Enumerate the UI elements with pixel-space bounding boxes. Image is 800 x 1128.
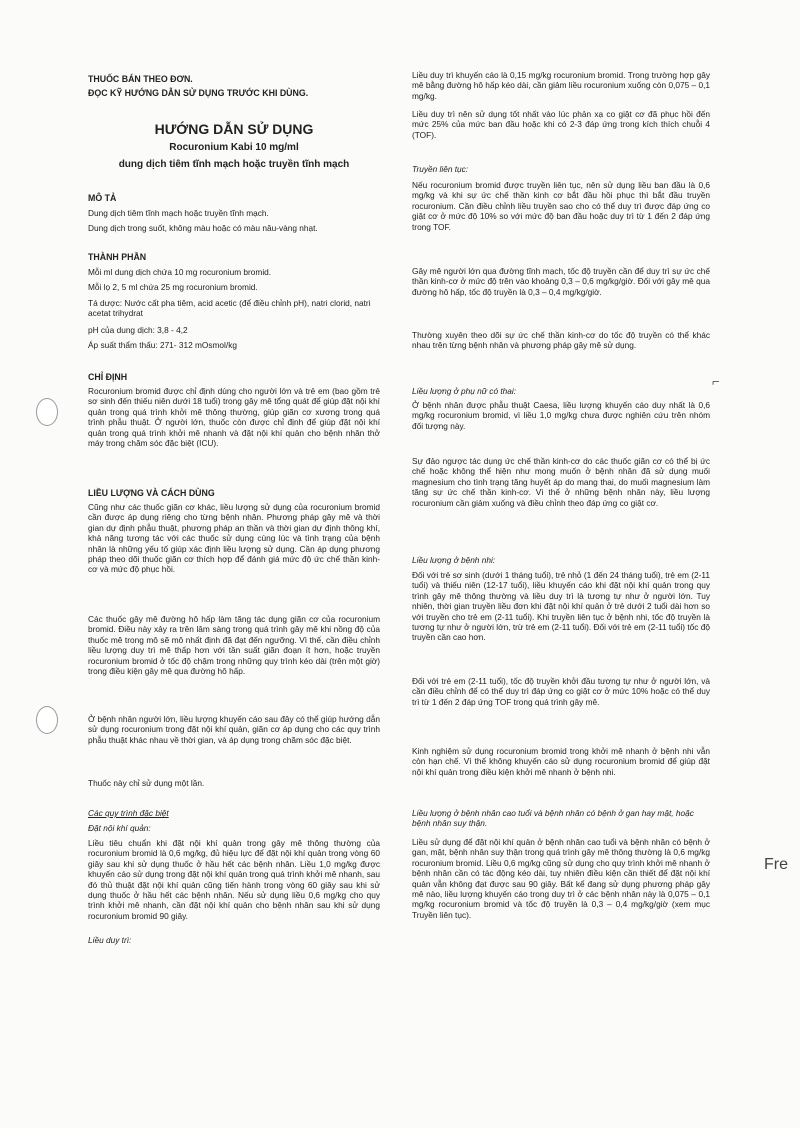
thanh-phan-p5: Áp suất thẩm thấu: 271- 312 mOsmol/kg	[88, 340, 237, 350]
heading-thanh-phan: THÀNH PHẦN	[88, 252, 147, 262]
mo-ta-p2: Dung dịch trong suốt, không màu hoặc có màu nâu-vàng nhạt.	[88, 223, 318, 233]
lieu-luong-p3: Ở bệnh nhân người lớn, liều lượng khuyến cáo sau đây có thể giúp hướng dẫn sử dụng rocuronium trong đặt nội khí quản, giãn cơ áp dụng cho các quy trình phẫu thuật khác nhau về thời gian, và áp dụng trong chăm sóc đặc biệt.	[88, 714, 380, 745]
right-p4: Gây mê người lớn qua đường tĩnh mạch, tốc độ truyền cần để duy trì sự ức chế thần kinh-cơ ở mức độ trên vào khoảng 0,3 – 0,6 mg/kg/giờ. Đối với gây mê qua đường hô hấp, tốc độ truyền là 0,3 – 0,4 mg/kg/giờ.	[412, 266, 710, 297]
thanh-phan-p2: Mỗi lọ 2, 5 ml chứa 25 mg rocuronium bromid.	[88, 282, 258, 292]
right-p6: Ở bệnh nhân được phẫu thuật Caesa, liều lượng khuyến cáo duy nhất là 0,6 mg/kg rocuronium bromid, vì liều 1,0 mg/kg chưa được nghiên cứu trên nhóm đối tượng này.	[412, 400, 710, 431]
sub-heading-maintenance: Liều duy trì:	[88, 935, 132, 945]
lieu-luong-p4: Thuốc này chỉ sử dụng một lần.	[88, 778, 205, 788]
thanh-phan-p1: Mỗi ml dung dịch chứa 10 mg rocuronium bromid.	[88, 267, 272, 277]
edge-text: Fre	[764, 856, 788, 873]
chi-dinh-p1: Rocuronium bromid được chỉ định dùng cho người lớn và trẻ em (bao gồm trẻ sơ sinh đến thiếu niên dưới 18 tuổi) trong gây mê tổng quát để giúp đặt nội khí quản trong quá trình khởi mê thông thường, giúp giãn cơ xương trong quá trình phẫu thuật. Ở người lớn, thuốc còn được chỉ định để giúp đặt nội khí quản trong quá trình khởi mê nhanh và đặt nội khí quản cho bệnh nhân thở máy trong chăm sóc đặc biệt (ICU).	[88, 386, 380, 449]
mo-ta-p1: Dung dịch tiêm tĩnh mạch hoặc truyền tĩnh mạch.	[88, 208, 269, 218]
punch-hole-top	[36, 398, 58, 426]
right-p2: Liều duy trì nên sử dụng tốt nhất vào lúc phản xạ co giật cơ đã phục hồi đến mức 25% của mức ban đầu hoặc khi có 2-3 đáp ứng trong kích thích chuỗi 4 (TOF).	[412, 109, 710, 140]
page-title: HƯỚNG DẪN SỬ DỤNG	[154, 121, 314, 137]
sub-heading-elderly: Liều lượng ở bệnh nhân cao tuổi và bệnh nhân có bệnh ở gan hay mật, hoặc bệnh nhân suy thận.	[412, 808, 694, 829]
sub-heading-intubation: Đặt nội khí quản:	[88, 823, 151, 833]
lieu-luong-p5: Liều tiêu chuẩn khi đặt nội khí quản trong gây mê thông thường của rocuronium bromid là 0,6 mg/kg, đủ hiệu lực để đặt nội khí quản trong vòng 60 giây sau khi sử dụng thuốc ở hầu hết các bệnh nhân. Liều 1,0 mg/kg được khuyến cáo sử dụng trong đặt nội khí quản trong quá trình khởi mê nhanh, sau đó thủ thuật đặt nội khí quản cũng tiến hành trong vòng 60 giây sau khi sử dụng thuốc ở hầu hết các bệnh nhân. Nếu sử dụng liều 0,6 mg/kg cho quy trình khởi mê nhanh, cần đặt nội khí quản cho bệnh nhân sau khi sử dụng rocuronium bromid 90 giây.	[88, 838, 380, 921]
thanh-phan-p4: pH của dung dịch: 3,8 - 4,2	[88, 325, 188, 335]
lieu-luong-p1: Cũng như các thuốc giãn cơ khác, liều lượng sử dụng của rocuronium bromid cần được áp dụng riêng cho từng bệnh nhân. Phương pháp gây mê và thời gian dự định phẫu thuật, phương pháp an thần và thời gian dự định thông khí, khả năng tương tác với các thuốc sử dụng cùng lúc và tình trạng của bệnh nhân là những yếu tố giúp xác định liều lượng sử dụng. Cần áp dụng phương pháp theo dõi thuốc giãn cơ thích hợp để đánh giá mức độ ức chế thần kinh-cơ và mức độ phục hồi.	[88, 502, 380, 575]
right-p8: Đối với trẻ sơ sinh (dưới 1 tháng tuổi), trẻ nhỏ (1 đến 24 tháng tuổi), trẻ em (2-11 tuổi) và thiếu niên (12-17 tuổi), liều khuyến cáo khi đặt nội khí quản trong quy trình gây mê thông thường và liều duy trì là tương tự như ở người lớn. Tuy nhiên, thời gian truyền liều đơn khi đặt nội khí quản ở trẻ dưới 2 tuổi dài hơn so với truyền cho trẻ em (2-11 tuổi). Khi truyền liên tục ở bệnh nhi, tốc độ truyền là tương tự như ở người lớn, trừ trẻ em (2-11 tuổi). Đối với trẻ em (2-11 tuổi) tốc độ truyền cần cao hơn.	[412, 570, 710, 643]
right-p3: Nếu rocuronium bromid được truyền liên tục, nên sử dụng liều ban đầu là 0,6 mg/kg và khi sự ức chế thần kinh cơ bắt đầu hồi phục thì bắt đầu truyền rocuronium. Cần điều chỉnh liều truyền sao cho có thể duy trì được đáp ứng co giật cơ ở mức độ 10% so với mức độ ban đầu hoặc duy trì từ 1 đến 2 đáp ứng trong TOF.	[412, 180, 710, 232]
margin-tick-mark: ⌐	[712, 374, 720, 389]
header-line-1: THUỐC BÁN THEO ĐƠN.	[88, 74, 193, 84]
sub-heading-special: Các quy trình đặc biệt	[88, 808, 169, 818]
punch-hole-bottom	[36, 706, 58, 734]
lieu-luong-p2: Các thuốc gây mê đường hô hấp làm tăng tác dụng giãn cơ của rocuronium bromid. Điều này xảy ra trên lâm sàng trong quá trình gây mê khi nồng độ của thuốc mê trong mô sẽ mô nhất định đã đạt đến ngưỡng. Vì thế, cần điều chỉnh liều lượng duy trì mê thấp hơn với tần suất giãn đoạn ít hơn, hoặc truyền rocuronium bromid ở tốc độ chậm trong những quy trình kéo dài (trên một giờ) trong điều kiện gây mê qua đường hô hấp.	[88, 614, 380, 677]
heading-lieu-luong: LIỀU LƯỢNG VÀ CÁCH DÙNG	[88, 488, 215, 498]
product-name: Rocuronium Kabi 10 mg/ml	[169, 142, 299, 153]
header-line-2: ĐỌC KỸ HƯỚNG DẪN SỬ DỤNG TRƯỚC KHI DÙNG.	[88, 88, 309, 98]
sub-heading-pregnant: Liều lượng ở phụ nữ có thai:	[412, 386, 517, 396]
product-form: dung dịch tiêm tĩnh mạch hoặc truyền tĩnh mạch	[118, 159, 350, 170]
right-p1: Liều duy trì khuyến cáo là 0,15 mg/kg rocuronium bromid. Trong trường hợp gây mê bằng đường hô hấp kéo dài, cần giảm liều rocuronium xuống còn 0,075 – 0,1 mg/kg.	[412, 70, 710, 101]
right-p9: Đối với trẻ em (2-11 tuổi), tốc độ truyền khởi đầu tương tự như ở người lớn, và cần điều chỉnh để có thể duy trì đáp ứng co giật cơ ở mức 10% hoặc có thể duy trì từ 1 đến 2 đáp ứng TOF trong quá trình gây mê.	[412, 676, 710, 707]
heading-mo-ta: MÔ TẢ	[88, 193, 117, 203]
sub-heading-infusion: Truyền liên tục:	[412, 164, 469, 174]
heading-chi-dinh: CHỈ ĐỊNH	[88, 372, 128, 382]
sub-heading-pediatric: Liều lượng ở bệnh nhi:	[412, 555, 496, 565]
right-p11: Liều sử dụng để đặt nội khí quản ở bệnh nhân cao tuổi và bệnh nhân có bệnh ở gan, mật, bệnh nhân suy thận trong quá trình gây mê thông thường là 0,6 mg/kg rocuronium bromid. Liều 0,6 mg/kg cũng sử dụng cho quy trình khởi mê nhanh ở bệnh nhân cần có tác động kéo dài, tuy nhiên điều kiện cần thiết để đặt nội khí quản vẫn không đạt được sau 90 giây. Bất kể đang sử dụng phương pháp gây mê nào, liều lượng khuyến cáo trong duy trì ở các bệnh nhân này là 0,075 – 0,1 mg/kg rocuronium bromid và tốc độ truyền là 0,3 – 0,4 mg/kg/giờ (xem mục Truyền liên tục).	[412, 837, 710, 920]
right-p10: Kinh nghiệm sử dụng rocuronium bromid trong khởi mê nhanh ở bệnh nhi vẫn còn hạn chế. Vì thế không khuyến cáo sử dụng rocuronium bromid để giúp đặt nội khí quản trong điều kiện khởi mê nhanh ở bệnh nhi.	[412, 746, 710, 777]
right-p5: Thường xuyên theo dõi sự ức chế thần kinh-cơ do tốc độ truyền có thể khác nhau trên từng bệnh nhân và phương pháp gây mê sử dụng.	[412, 330, 710, 351]
right-p7: Sự đảo ngược tác dụng ức chế thần kinh-cơ do các thuốc giãn cơ có thể bị ức chế hoặc không thể hiện như mong muốn ở bệnh nhân đã sử dụng muối magnesium cho tình trạng tăng huyết áp do mang thai, do muối magnesium làm tăng sự ức chế thần kinh-cơ. Vì thế ở những bệnh nhân này, liều lượng rocuronium cần giảm xuống và điều chỉnh theo đáp ứng co giật cơ.	[412, 456, 710, 508]
thanh-phan-p3: Tá dược: Nước cất pha tiêm, acid acetic (để điều chỉnh pH), natri clorid, natri acetat trihydrat	[88, 298, 371, 319]
